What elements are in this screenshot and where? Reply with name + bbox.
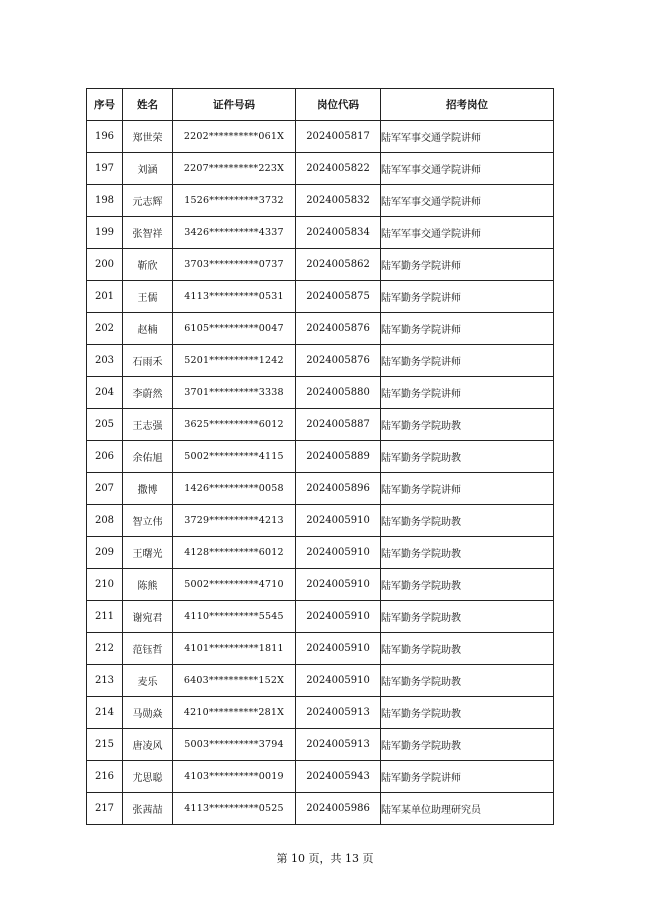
cell-id-number: 4210**********281X (173, 697, 296, 729)
header-position-code: 岗位代码 (296, 89, 381, 121)
cell-name: 刘涵 (123, 153, 173, 185)
cell-position: 陆军勤务学院助教 (381, 697, 554, 729)
cell-position: 陆军勤务学院讲师 (381, 249, 554, 281)
cell-id-number: 4110**********5545 (173, 601, 296, 633)
cell-seq: 202 (87, 313, 123, 345)
cell-seq: 212 (87, 633, 123, 665)
cell-name: 智立伟 (123, 505, 173, 537)
cell-id-number: 6105**********0047 (173, 313, 296, 345)
cell-seq: 200 (87, 249, 123, 281)
cell-name: 赵楠 (123, 313, 173, 345)
cell-id-number: 6403**********152X (173, 665, 296, 697)
cell-seq: 217 (87, 793, 123, 825)
cell-name: 靳欣 (123, 249, 173, 281)
cell-seq: 215 (87, 729, 123, 761)
cell-seq: 210 (87, 569, 123, 601)
cell-position: 陆军军事交通学院讲师 (381, 217, 554, 249)
table-row (87, 761, 554, 793)
cell-id-number: 1426**********0058 (173, 473, 296, 505)
cell-id-number: 1526**********3732 (173, 185, 296, 217)
cell-seq: 199 (87, 217, 123, 249)
table-row (87, 409, 554, 441)
cell-position-code: 2024005896 (296, 473, 381, 505)
table-body (87, 121, 554, 825)
cell-name: 李蔚然 (123, 377, 173, 409)
cell-position: 陆军军事交通学院讲师 (381, 153, 554, 185)
cell-seq: 204 (87, 377, 123, 409)
cell-position: 陆军军事交通学院讲师 (381, 121, 554, 153)
table-row (87, 601, 554, 633)
cell-seq: 214 (87, 697, 123, 729)
cell-id-number: 5003**********3794 (173, 729, 296, 761)
cell-seq: 213 (87, 665, 123, 697)
cell-position: 陆军勤务学院助教 (381, 441, 554, 473)
cell-name: 陈熊 (123, 569, 173, 601)
header-name: 姓名 (123, 89, 173, 121)
cell-position: 陆军某单位助理研究员 (381, 793, 554, 825)
cell-id-number: 3703**********0737 (173, 249, 296, 281)
table-row (87, 153, 554, 185)
header-id-number: 证件号码 (173, 89, 296, 121)
cell-position: 陆军勤务学院助教 (381, 409, 554, 441)
cell-seq: 209 (87, 537, 123, 569)
cell-name: 张茜喆 (123, 793, 173, 825)
cell-position-code: 2024005832 (296, 185, 381, 217)
cell-position: 陆军勤务学院讲师 (381, 761, 554, 793)
table-row (87, 569, 554, 601)
cell-position: 陆军勤务学院讲师 (381, 377, 554, 409)
cell-position-code: 2024005913 (296, 697, 381, 729)
table-row (87, 665, 554, 697)
cell-position-code: 2024005910 (296, 633, 381, 665)
cell-id-number: 5002**********4710 (173, 569, 296, 601)
cell-position-code: 2024005910 (296, 537, 381, 569)
cell-position: 陆军勤务学院助教 (381, 633, 554, 665)
cell-position-code: 2024005887 (296, 409, 381, 441)
cell-name: 石雨禾 (123, 345, 173, 377)
cell-position: 陆军军事交通学院讲师 (381, 185, 554, 217)
table-row (87, 185, 554, 217)
cell-name: 元志辉 (123, 185, 173, 217)
table-header-row (87, 89, 554, 121)
table-row (87, 697, 554, 729)
cell-position: 陆军勤务学院讲师 (381, 345, 554, 377)
table-row (87, 633, 554, 665)
cell-id-number: 2202**********061X (173, 121, 296, 153)
cell-position: 陆军勤务学院助教 (381, 569, 554, 601)
cell-position-code: 2024005880 (296, 377, 381, 409)
table-row (87, 729, 554, 761)
table-row (87, 249, 554, 281)
cell-id-number: 4103**********0019 (173, 761, 296, 793)
cell-id-number: 4113**********0531 (173, 281, 296, 313)
cell-position-code: 2024005913 (296, 729, 381, 761)
cell-position-code: 2024005876 (296, 313, 381, 345)
cell-name: 王曙光 (123, 537, 173, 569)
cell-position-code: 2024005875 (296, 281, 381, 313)
table-row (87, 537, 554, 569)
table-row (87, 377, 554, 409)
cell-position-code: 2024005822 (296, 153, 381, 185)
cell-position-code: 2024005986 (296, 793, 381, 825)
cell-name: 撒博 (123, 473, 173, 505)
cell-id-number: 5002**********4115 (173, 441, 296, 473)
cell-id-number: 4113**********0525 (173, 793, 296, 825)
cell-position-code: 2024005889 (296, 441, 381, 473)
table-row (87, 441, 554, 473)
cell-position: 陆军勤务学院讲师 (381, 473, 554, 505)
header-seq: 序号 (87, 89, 123, 121)
table-row (87, 473, 554, 505)
cell-position: 陆军勤务学院助教 (381, 601, 554, 633)
table-row (87, 217, 554, 249)
cell-name: 王儒 (123, 281, 173, 313)
cell-seq: 201 (87, 281, 123, 313)
cell-id-number: 4128**********6012 (173, 537, 296, 569)
cell-name: 张智祥 (123, 217, 173, 249)
table-row (87, 505, 554, 537)
cell-id-number: 3426**********4337 (173, 217, 296, 249)
cell-name: 谢宛君 (123, 601, 173, 633)
page-footer: 第 10 页，共 13 页 (276, 852, 374, 865)
cell-position: 陆军勤务学院助教 (381, 537, 554, 569)
cell-position: 陆军勤务学院讲师 (381, 313, 554, 345)
cell-position-code: 2024005910 (296, 601, 381, 633)
cell-name: 范钰哲 (123, 633, 173, 665)
candidate-table (86, 88, 554, 825)
cell-name: 余佑旭 (123, 441, 173, 473)
cell-seq: 197 (87, 153, 123, 185)
cell-name: 尤思聪 (123, 761, 173, 793)
cell-name: 唐凌风 (123, 729, 173, 761)
cell-position-code: 2024005943 (296, 761, 381, 793)
header-position: 招考岗位 (381, 89, 554, 121)
cell-name: 王志强 (123, 409, 173, 441)
cell-seq: 203 (87, 345, 123, 377)
cell-position-code: 2024005862 (296, 249, 381, 281)
table-row (87, 793, 554, 825)
cell-id-number: 3625**********6012 (173, 409, 296, 441)
table-row (87, 313, 554, 345)
cell-position-code: 2024005910 (296, 569, 381, 601)
cell-position: 陆军勤务学院讲师 (381, 281, 554, 313)
cell-position: 陆军勤务学院助教 (381, 505, 554, 537)
cell-position-code: 2024005817 (296, 121, 381, 153)
cell-seq: 216 (87, 761, 123, 793)
table-row (87, 281, 554, 313)
cell-position: 陆军勤务学院助教 (381, 665, 554, 697)
cell-seq: 208 (87, 505, 123, 537)
cell-name: 郑世荣 (123, 121, 173, 153)
cell-seq: 205 (87, 409, 123, 441)
cell-id-number: 3701**********3338 (173, 377, 296, 409)
cell-position: 陆军勤务学院助教 (381, 729, 554, 761)
cell-name: 麦乐 (123, 665, 173, 697)
cell-seq: 207 (87, 473, 123, 505)
cell-position-code: 2024005910 (296, 505, 381, 537)
cell-id-number: 2207**********223X (173, 153, 296, 185)
cell-id-number: 3729**********4213 (173, 505, 296, 537)
cell-name: 马勋焱 (123, 697, 173, 729)
cell-seq: 206 (87, 441, 123, 473)
cell-id-number: 4101**********1811 (173, 633, 296, 665)
cell-seq: 198 (87, 185, 123, 217)
cell-seq: 196 (87, 121, 123, 153)
cell-position-code: 2024005910 (296, 665, 381, 697)
cell-position-code: 2024005834 (296, 217, 381, 249)
cell-position-code: 2024005876 (296, 345, 381, 377)
cell-seq: 211 (87, 601, 123, 633)
table-row (87, 345, 554, 377)
cell-id-number: 5201**********1242 (173, 345, 296, 377)
table-row (87, 121, 554, 153)
